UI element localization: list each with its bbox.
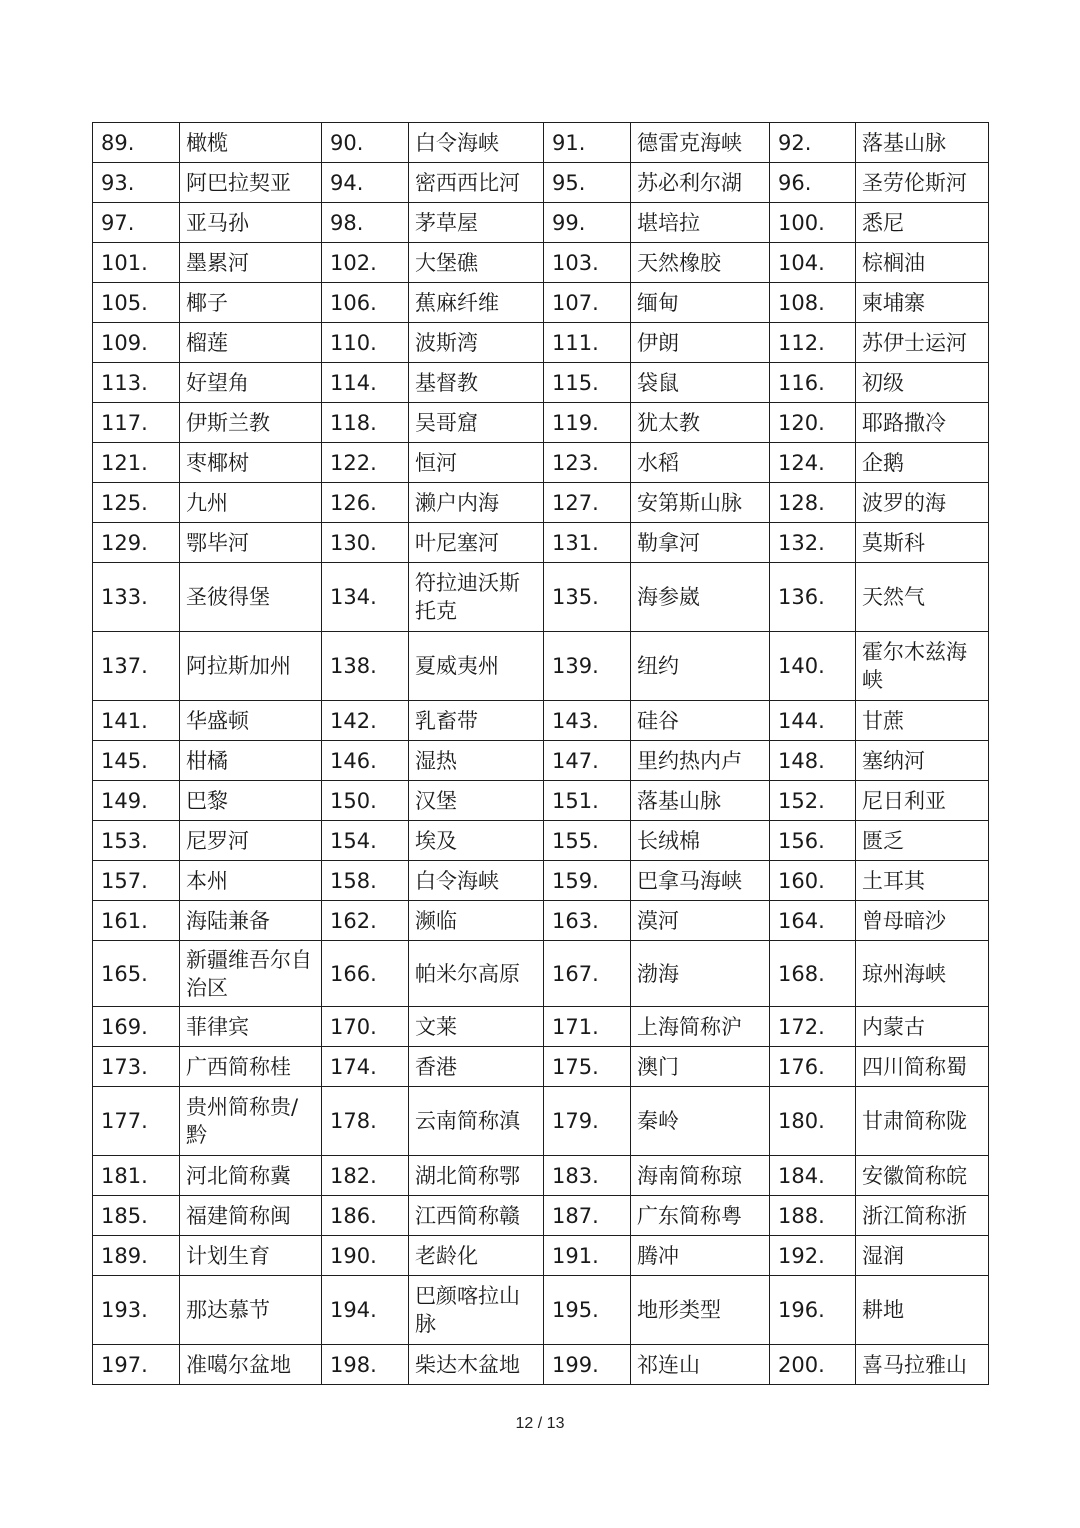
item-term: 水稻 — [631, 443, 770, 483]
item-number: 103. — [544, 243, 631, 283]
item-term: 耕地 — [856, 1276, 989, 1345]
item-number: 158. — [322, 861, 409, 901]
page-number: 12 / 13 — [515, 1415, 565, 1432]
item-term: 勒拿河 — [631, 523, 770, 563]
item-term: 海陆兼备 — [180, 901, 322, 941]
item-number: 126. — [322, 483, 409, 523]
item-number: 175. — [544, 1047, 631, 1087]
item-term: 白令海峡 — [409, 123, 544, 163]
item-term: 吴哥窟 — [409, 403, 544, 443]
item-term: 落基山脉 — [856, 123, 989, 163]
item-term: 榴莲 — [180, 323, 322, 363]
table-row — [93, 941, 989, 1007]
item-number: 156. — [770, 821, 856, 861]
item-term: 濒临 — [409, 901, 544, 941]
item-term: 枣椰树 — [180, 443, 322, 483]
item-number: 94. — [322, 163, 409, 203]
vocabulary-table — [92, 122, 989, 1385]
item-term: 茅草屋 — [409, 203, 544, 243]
table-row — [93, 741, 989, 781]
item-term: 巴颜喀拉山脉 — [409, 1276, 544, 1345]
item-term: 喜马拉雅山 — [856, 1345, 989, 1385]
item-term: 蕉麻纤维 — [409, 283, 544, 323]
item-term: 曾母暗沙 — [856, 901, 989, 941]
table-row — [93, 821, 989, 861]
item-term: 基督教 — [409, 363, 544, 403]
item-number: 162. — [322, 901, 409, 941]
item-term: 落基山脉 — [631, 781, 770, 821]
item-term: 伊朗 — [631, 323, 770, 363]
item-number: 118. — [322, 403, 409, 443]
item-term: 浙江简称浙 — [856, 1196, 989, 1236]
item-term: 夏威夷州 — [409, 632, 544, 701]
item-number: 190. — [322, 1236, 409, 1276]
item-term: 缅甸 — [631, 283, 770, 323]
item-number: 185. — [93, 1196, 180, 1236]
table-row — [93, 1196, 989, 1236]
item-term: 文莱 — [409, 1007, 544, 1047]
item-number: 95. — [544, 163, 631, 203]
item-term: 广东简称粤 — [631, 1196, 770, 1236]
item-number: 140. — [770, 632, 856, 701]
item-number: 180. — [770, 1087, 856, 1156]
item-number: 131. — [544, 523, 631, 563]
item-term: 纽约 — [631, 632, 770, 701]
item-term: 乳畜带 — [409, 701, 544, 741]
item-term: 德雷克海峡 — [631, 123, 770, 163]
item-number: 172. — [770, 1007, 856, 1047]
item-number: 197. — [93, 1345, 180, 1385]
table-row — [93, 283, 989, 323]
item-number: 143. — [544, 701, 631, 741]
item-term: 圣彼得堡 — [180, 563, 322, 632]
item-number: 181. — [93, 1156, 180, 1196]
table-row — [93, 1276, 989, 1345]
item-number: 199. — [544, 1345, 631, 1385]
item-term: 匮乏 — [856, 821, 989, 861]
item-term: 香港 — [409, 1047, 544, 1087]
item-term: 本州 — [180, 861, 322, 901]
item-term: 新疆维吾尔自治区 — [180, 941, 322, 1007]
item-number: 155. — [544, 821, 631, 861]
item-term: 柑橘 — [180, 741, 322, 781]
item-term: 大堡礁 — [409, 243, 544, 283]
item-number: 141. — [93, 701, 180, 741]
item-term: 白令海峡 — [409, 861, 544, 901]
item-number: 188. — [770, 1196, 856, 1236]
item-term: 广西简称桂 — [180, 1047, 322, 1087]
item-number: 137. — [93, 632, 180, 701]
item-term: 阿拉斯加州 — [180, 632, 322, 701]
item-number: 104. — [770, 243, 856, 283]
item-number: 112. — [770, 323, 856, 363]
item-number: 194. — [322, 1276, 409, 1345]
item-number: 125. — [93, 483, 180, 523]
table-row — [93, 523, 989, 563]
item-term: 渤海 — [631, 941, 770, 1007]
item-number: 102. — [322, 243, 409, 283]
item-number: 164. — [770, 901, 856, 941]
item-number: 184. — [770, 1156, 856, 1196]
item-number: 109. — [93, 323, 180, 363]
item-number: 159. — [544, 861, 631, 901]
item-term: 土耳其 — [856, 861, 989, 901]
item-term: 圣劳伦斯河 — [856, 163, 989, 203]
item-number: 113. — [93, 363, 180, 403]
item-term: 阿巴拉契亚 — [180, 163, 322, 203]
item-number: 128. — [770, 483, 856, 523]
item-term: 巴拿马海峡 — [631, 861, 770, 901]
table-row — [93, 323, 989, 363]
item-number: 173. — [93, 1047, 180, 1087]
table-row — [93, 243, 989, 283]
item-term: 硅谷 — [631, 701, 770, 741]
item-number: 149. — [93, 781, 180, 821]
table-row — [93, 1156, 989, 1196]
item-term: 漠河 — [631, 901, 770, 941]
item-term: 墨累河 — [180, 243, 322, 283]
item-term: 椰子 — [180, 283, 322, 323]
item-term: 贵州简称贵/黔 — [180, 1087, 322, 1156]
item-number: 138. — [322, 632, 409, 701]
item-term: 湖北简称鄂 — [409, 1156, 544, 1196]
item-number: 152. — [770, 781, 856, 821]
item-number: 186. — [322, 1196, 409, 1236]
item-number: 179. — [544, 1087, 631, 1156]
item-term: 堪培拉 — [631, 203, 770, 243]
item-number: 136. — [770, 563, 856, 632]
table-row — [93, 563, 989, 632]
item-number: 110. — [322, 323, 409, 363]
table-row — [93, 1345, 989, 1385]
item-term: 柴达木盆地 — [409, 1345, 544, 1385]
item-term: 长绒棉 — [631, 821, 770, 861]
item-number: 108. — [770, 283, 856, 323]
item-term: 霍尔木兹海峡 — [856, 632, 989, 701]
item-number: 151. — [544, 781, 631, 821]
item-term: 秦岭 — [631, 1087, 770, 1156]
item-term: 菲律宾 — [180, 1007, 322, 1047]
item-number: 163. — [544, 901, 631, 941]
table-row — [93, 1236, 989, 1276]
item-term: 密西西比河 — [409, 163, 544, 203]
item-number: 130. — [322, 523, 409, 563]
item-term: 苏必利尔湖 — [631, 163, 770, 203]
item-number: 177. — [93, 1087, 180, 1156]
item-number: 195. — [544, 1276, 631, 1345]
item-term: 澳门 — [631, 1047, 770, 1087]
item-number: 183. — [544, 1156, 631, 1196]
item-term: 犹太教 — [631, 403, 770, 443]
item-number: 150. — [322, 781, 409, 821]
item-number: 146. — [322, 741, 409, 781]
item-number: 97. — [93, 203, 180, 243]
item-number: 122. — [322, 443, 409, 483]
item-term: 塞纳河 — [856, 741, 989, 781]
table-row — [93, 1047, 989, 1087]
item-term: 巴黎 — [180, 781, 322, 821]
item-term: 老龄化 — [409, 1236, 544, 1276]
item-number: 119. — [544, 403, 631, 443]
item-term: 海参崴 — [631, 563, 770, 632]
item-term: 符拉迪沃斯托克 — [409, 563, 544, 632]
item-term: 天然气 — [856, 563, 989, 632]
item-number: 100. — [770, 203, 856, 243]
table-row — [93, 443, 989, 483]
item-term: 安徽简称皖 — [856, 1156, 989, 1196]
item-number: 192. — [770, 1236, 856, 1276]
item-number: 127. — [544, 483, 631, 523]
table-row — [93, 861, 989, 901]
item-number: 167. — [544, 941, 631, 1007]
item-term: 濑户内海 — [409, 483, 544, 523]
item-number: 96. — [770, 163, 856, 203]
item-number: 198. — [322, 1345, 409, 1385]
item-term: 江西简称赣 — [409, 1196, 544, 1236]
item-term: 那达慕节 — [180, 1276, 322, 1345]
item-term: 海南简称琼 — [631, 1156, 770, 1196]
item-number: 165. — [93, 941, 180, 1007]
item-number: 114. — [322, 363, 409, 403]
table-row — [93, 632, 989, 701]
item-number: 116. — [770, 363, 856, 403]
item-number: 200. — [770, 1345, 856, 1385]
item-term: 计划生育 — [180, 1236, 322, 1276]
item-term: 苏伊士运河 — [856, 323, 989, 363]
item-number: 105. — [93, 283, 180, 323]
item-term: 安第斯山脉 — [631, 483, 770, 523]
item-term: 棕榈油 — [856, 243, 989, 283]
item-number: 161. — [93, 901, 180, 941]
item-term: 尼罗河 — [180, 821, 322, 861]
table-row — [93, 781, 989, 821]
item-term: 初级 — [856, 363, 989, 403]
item-number: 191. — [544, 1236, 631, 1276]
item-term: 地形类型 — [631, 1276, 770, 1345]
item-number: 144. — [770, 701, 856, 741]
item-number: 129. — [93, 523, 180, 563]
item-number: 182. — [322, 1156, 409, 1196]
item-number: 171. — [544, 1007, 631, 1047]
item-number: 176. — [770, 1047, 856, 1087]
table-row — [93, 701, 989, 741]
item-number: 120. — [770, 403, 856, 443]
item-term: 波罗的海 — [856, 483, 989, 523]
item-term: 河北简称冀 — [180, 1156, 322, 1196]
item-number: 133. — [93, 563, 180, 632]
item-term: 尼日利亚 — [856, 781, 989, 821]
item-number: 89. — [93, 123, 180, 163]
item-term: 云南简称滇 — [409, 1087, 544, 1156]
item-number: 90. — [322, 123, 409, 163]
item-term: 天然橡胶 — [631, 243, 770, 283]
item-term: 叶尼塞河 — [409, 523, 544, 563]
table-row — [93, 403, 989, 443]
item-number: 160. — [770, 861, 856, 901]
item-term: 帕米尔高原 — [409, 941, 544, 1007]
item-number: 135. — [544, 563, 631, 632]
item-term: 内蒙古 — [856, 1007, 989, 1047]
item-term: 好望角 — [180, 363, 322, 403]
item-term: 鄂毕河 — [180, 523, 322, 563]
item-term: 腾冲 — [631, 1236, 770, 1276]
item-number: 92. — [770, 123, 856, 163]
item-term: 九州 — [180, 483, 322, 523]
item-number: 174. — [322, 1047, 409, 1087]
item-number: 187. — [544, 1196, 631, 1236]
item-number: 145. — [93, 741, 180, 781]
item-term: 甘蔗 — [856, 701, 989, 741]
item-term: 四川简称蜀 — [856, 1047, 989, 1087]
item-term: 琼州海峡 — [856, 941, 989, 1007]
item-number: 147. — [544, 741, 631, 781]
item-number: 189. — [93, 1236, 180, 1276]
item-term: 祁连山 — [631, 1345, 770, 1385]
item-number: 98. — [322, 203, 409, 243]
item-term: 埃及 — [409, 821, 544, 861]
table-row — [93, 901, 989, 941]
table-row — [93, 1007, 989, 1047]
item-number: 117. — [93, 403, 180, 443]
item-term: 伊斯兰教 — [180, 403, 322, 443]
item-term: 袋鼠 — [631, 363, 770, 403]
item-term: 准噶尔盆地 — [180, 1345, 322, 1385]
item-number: 196. — [770, 1276, 856, 1345]
item-term: 里约热内卢 — [631, 741, 770, 781]
item-number: 169. — [93, 1007, 180, 1047]
item-term: 恒河 — [409, 443, 544, 483]
item-number: 111. — [544, 323, 631, 363]
item-term: 柬埔寨 — [856, 283, 989, 323]
item-number: 142. — [322, 701, 409, 741]
item-number: 154. — [322, 821, 409, 861]
item-number: 106. — [322, 283, 409, 323]
item-term: 橄榄 — [180, 123, 322, 163]
item-number: 168. — [770, 941, 856, 1007]
item-term: 上海简称沪 — [631, 1007, 770, 1047]
item-number: 157. — [93, 861, 180, 901]
item-number: 170. — [322, 1007, 409, 1047]
item-term: 悉尼 — [856, 203, 989, 243]
item-term: 湿热 — [409, 741, 544, 781]
item-term: 企鹅 — [856, 443, 989, 483]
item-term: 湿润 — [856, 1236, 989, 1276]
item-number: 139. — [544, 632, 631, 701]
item-number: 178. — [322, 1087, 409, 1156]
item-number: 134. — [322, 563, 409, 632]
item-term: 华盛顿 — [180, 701, 322, 741]
item-number: 99. — [544, 203, 631, 243]
item-term: 汉堡 — [409, 781, 544, 821]
table-row — [93, 483, 989, 523]
item-number: 132. — [770, 523, 856, 563]
item-number: 193. — [93, 1276, 180, 1345]
item-term: 亚马孙 — [180, 203, 322, 243]
item-number: 93. — [93, 163, 180, 203]
item-number: 148. — [770, 741, 856, 781]
table-row — [93, 163, 989, 203]
item-term: 甘肃简称陇 — [856, 1087, 989, 1156]
item-number: 124. — [770, 443, 856, 483]
table-body — [93, 123, 989, 1385]
table-row — [93, 363, 989, 403]
table-row — [93, 123, 989, 163]
item-number: 91. — [544, 123, 631, 163]
item-term: 福建简称闽 — [180, 1196, 322, 1236]
item-term: 莫斯科 — [856, 523, 989, 563]
item-number: 101. — [93, 243, 180, 283]
item-number: 121. — [93, 443, 180, 483]
table-row — [93, 203, 989, 243]
item-number: 153. — [93, 821, 180, 861]
item-number: 115. — [544, 363, 631, 403]
item-number: 123. — [544, 443, 631, 483]
item-term: 耶路撒冷 — [856, 403, 989, 443]
item-number: 166. — [322, 941, 409, 1007]
item-number: 107. — [544, 283, 631, 323]
table-row — [93, 1087, 989, 1156]
item-term: 波斯湾 — [409, 323, 544, 363]
